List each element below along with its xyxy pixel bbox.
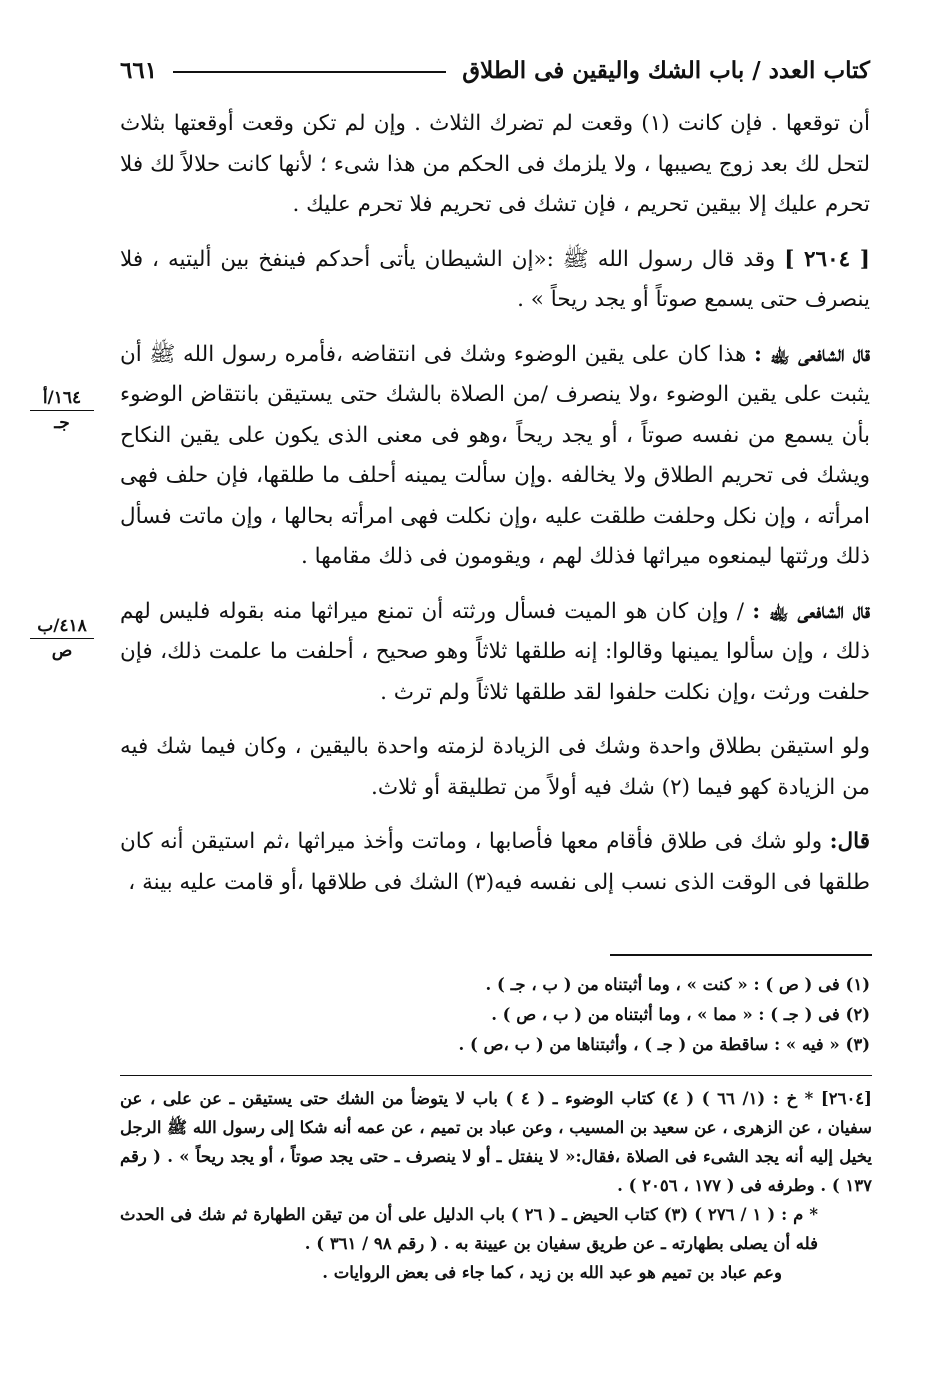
paragraph-6: [120, 822, 870, 903]
paragraph-4: [120, 592, 870, 714]
reference-bukhari: [٢٦٠٤] * خ : (١/ ٦٦ ) ( ٤) كتاب الوضوء ـ ( ٤ ) باب لا يتوضأ من الشك حتى يستيقن ـ عن على ، عن سفيان ، عن الزهرى ، عن سعيد بن المسيب ، وعن عباد بن تميم ، عن عمه أنه شكا إلى رسول الله ﷺ الرجل يخيل إليه أنه يجد الشىء فى الصلاة ،فقال:« لا ينفتل ـ أو لا ينصرف ـ حتى يجد صوتاً ، أو يجد ريحاً » . ( رقم ١٣٧ ) . وطرفه فى ( ١٧٧ ، ٢٠٥٦ ) .: [120, 1089, 872, 1195]
margin-note-1-top: ١٦٤/أ: [30, 388, 94, 411]
paragraph-1: [120, 104, 870, 226]
references-separator: [120, 1075, 872, 1076]
header-title: كتاب العدد / باب الشك واليقين فى الطلاق: [462, 56, 870, 84]
paragraph-2-text: وقد قال رسول الله ﷺ :«إن الشيطان يأتى أحدكم فينفخ بين أليتيه ، فلا ينصرف حتى يسمع صوتاً أو يجد ريحاً » .: [120, 246, 870, 312]
paragraph-4-lead: قال الشافعى ﵀ :: [752, 598, 870, 624]
running-header: [120, 52, 870, 88]
footnotes: [300, 970, 870, 1060]
paragraph-3-text: هذا كان على يقين الوضوء وشك فى انتقاضه ،فأمره رسول الله ﷺ أن يثبت على يقين الوضوء ،ولا ينصرف /من الصلاة بالشك حتى يستيقن بانتقاض الوضوء بأن يسمع من نفسه صوتاً ، أو يجد ريحاً ،وهو فى معنى الذى يكون على يقين النكاح ويشك فى تحريم الطلاق ولا يخالفه .وإن سألت يمينه أحلف ما طلقها، فإن حلف فهى امرأته ، وإن نكل وحلفت طلقت عليه ،وإن نكلت فهى امرأته بحالها ، وإن ماتت فسأل ذلك ورثتها ليمنعوه ميراثها فذلك لهم ، ويقومون فى ذلك مقامها .: [120, 341, 870, 569]
main-text: [120, 104, 870, 903]
reference-note: وعم عباد بن تميم هو عبد الله بن زيد ، كما جاء فى بعض الروايات .: [322, 1263, 782, 1282]
paragraph-6-text: ولو شك فى طلاق فأقام معها فأصابها ، وماتت وأخذ ميراثها ،ثم استيقن أنه كان طلقها فى الوقت الذى نسب إلى نفسه فيه(٣) الشك فى طلاقها ،أو قامت عليه بينة ،: [120, 829, 870, 895]
margin-note-2: [30, 616, 94, 661]
reference-muslim: * م : ( ١ / ٢٧٦ ) (٣) كتاب الحيض ـ ( ٢٦ ) باب الدليل على أن من تيقن الطهارة ثم شك فى الحدث فله أن يصلى بطهارته ـ عن طريق سفيان بن عيينة به . ( رقم ٩٨ / ٣٦١ ) .: [120, 1205, 818, 1253]
footnote-2: (٢) فى ( جـ ) : « مما » ، وما أثبتناه من ( ب ، ص ) .: [491, 1005, 870, 1024]
footnote-1: (١) فى ( ص ) : « كنت » ، وما أثبتناه من ( ب ، جـ ) .: [485, 975, 870, 994]
paragraph-5: [120, 727, 870, 808]
margin-note-1-bottom: جـ: [54, 413, 70, 433]
hadith-number: [ ٢٦٠٤ ]: [784, 246, 870, 272]
paragraph-1-text: أن توقعها . فإن كانت (١) وقعت لم تضرك الثلاث . وإن لم تكن وقعت أوقعتها بثلاث لتحل لك بعد زوج يصيبها ، ولا يلزمك فى الحكم من هذا شىء ؛ لأنها كانت حلالاً لك فلا تحرم عليك إلا بيقين تحريم ، فإن تشك فى تحريم فلا تحرم عليك .: [120, 111, 871, 217]
paragraph-3: [120, 335, 870, 578]
paragraph-6-lead: قال:: [829, 829, 870, 854]
footnote-separator: [610, 954, 872, 956]
paragraph-5-text: ولو استيقن بطلاق واحدة وشك فى الزيادة لزمته واحدة باليقين ، وكان فيما شك فيه من الزيادة كهو فيما (٢) شك فيه أولاً من تطليقة أو ثلاث.: [120, 734, 870, 800]
hadith-references: [120, 1084, 872, 1287]
margin-note-2-top: ٤١٨/ب: [30, 616, 94, 639]
paragraph-4-text: / وإن كان هو الميت فسأل ورثته أن تمنع ميراثها منه بقوله فليس لهم ذلك ، وإن سألوا يمينها وقالوا: إنه طلقها ثلاثاً وهو صحيح ، أحلفت ما علمت ذلك، فإن حلفت ورثت ،وإن نكلت حلفوا لقد طلقها ثلاثاً ولم ترث .: [120, 598, 870, 705]
header-rule: [173, 71, 446, 73]
page-number: ٦٦١: [120, 56, 158, 84]
paragraph-2: [120, 240, 870, 321]
footnote-3: (٣) « فيه » : ساقطة من ( جـ ) ، وأثبتناها من ( ب ،ص ) .: [458, 1035, 870, 1054]
margin-note-1: [30, 388, 94, 433]
margin-note-2-bottom: ص: [51, 641, 73, 661]
paragraph-3-lead: قال الشافعى ﵀ :: [753, 341, 870, 367]
